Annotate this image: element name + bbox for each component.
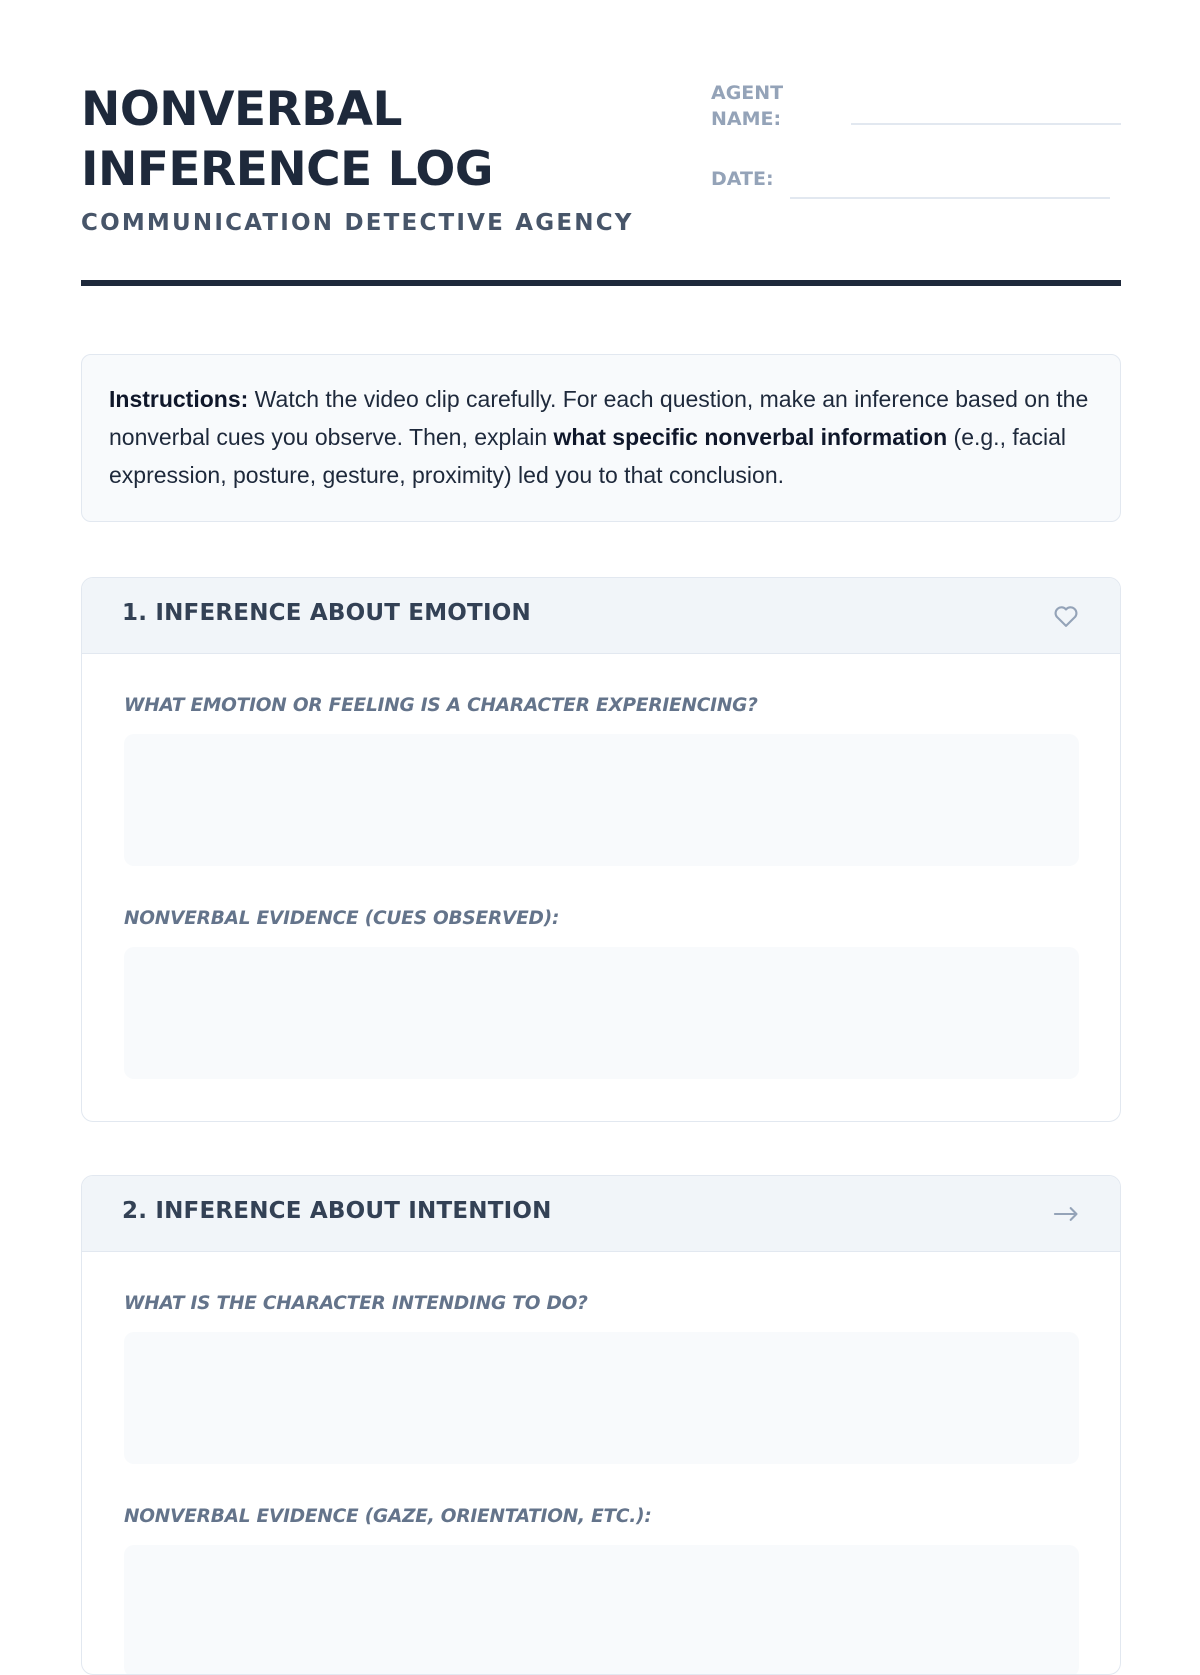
answer-box[interactable]: [124, 1332, 1079, 1464]
instructions-panel: [81, 354, 1121, 522]
instructions-lead: Instructions:: [109, 386, 249, 412]
date-input-line[interactable]: [790, 197, 1110, 199]
evidence-box[interactable]: [124, 1545, 1079, 1675]
section-header: [82, 1176, 1120, 1252]
page-title: [81, 80, 493, 200]
instructions-text-1: Watch the video clip carefully. For each question, make an inference based on the nonverbal cues you observe. Then, explain: [109, 386, 1089, 450]
question-label: WHAT IS THE CHARACTER INTENDING TO DO?: [124, 1293, 588, 1314]
arrow-right-icon: [1052, 1200, 1080, 1228]
section-header: [82, 578, 1120, 654]
worksheet-page: [81, 0, 1121, 1527]
date-label: DATE:: [711, 168, 774, 190]
section-emotion: [81, 577, 1121, 1122]
evidence-label: NONVERBAL EVIDENCE (CUES OBSERVED):: [124, 908, 560, 929]
section-title: 2. INFERENCE ABOUT INTENTION: [122, 1198, 552, 1224]
instructions-text-2: (e.g., facial expression, posture, gesture, proximity) led you to that conclusion.: [109, 424, 1067, 488]
evidence-label: NONVERBAL EVIDENCE (GAZE, ORIENTATION, ETC.):: [124, 1506, 652, 1527]
evidence-box[interactable]: [124, 947, 1079, 1079]
section-title: 1. INFERENCE ABOUT EMOTION: [122, 600, 531, 626]
instructions-emphasis: what specific nonverbal information: [553, 424, 948, 450]
title-line-1: NONVERBAL: [81, 82, 402, 137]
heart-icon: [1052, 602, 1080, 630]
agent-name-input-line[interactable]: [851, 123, 1121, 125]
agent-name-label-line-2: NAME:: [711, 108, 782, 130]
agent-name-label: [711, 80, 821, 132]
question-label: WHAT EMOTION OR FEELING IS A CHARACTER EXPERIENCING?: [124, 695, 758, 716]
section-intention: [81, 1175, 1121, 1675]
answer-box[interactable]: [124, 734, 1079, 866]
page-subtitle: COMMUNICATION DETECTIVE AGENCY: [81, 210, 634, 236]
title-line-2: INFERENCE LOG: [81, 142, 493, 197]
agent-name-label-line-1: AGENT: [711, 82, 784, 104]
header-divider: [81, 280, 1121, 286]
header: [81, 0, 1121, 290]
